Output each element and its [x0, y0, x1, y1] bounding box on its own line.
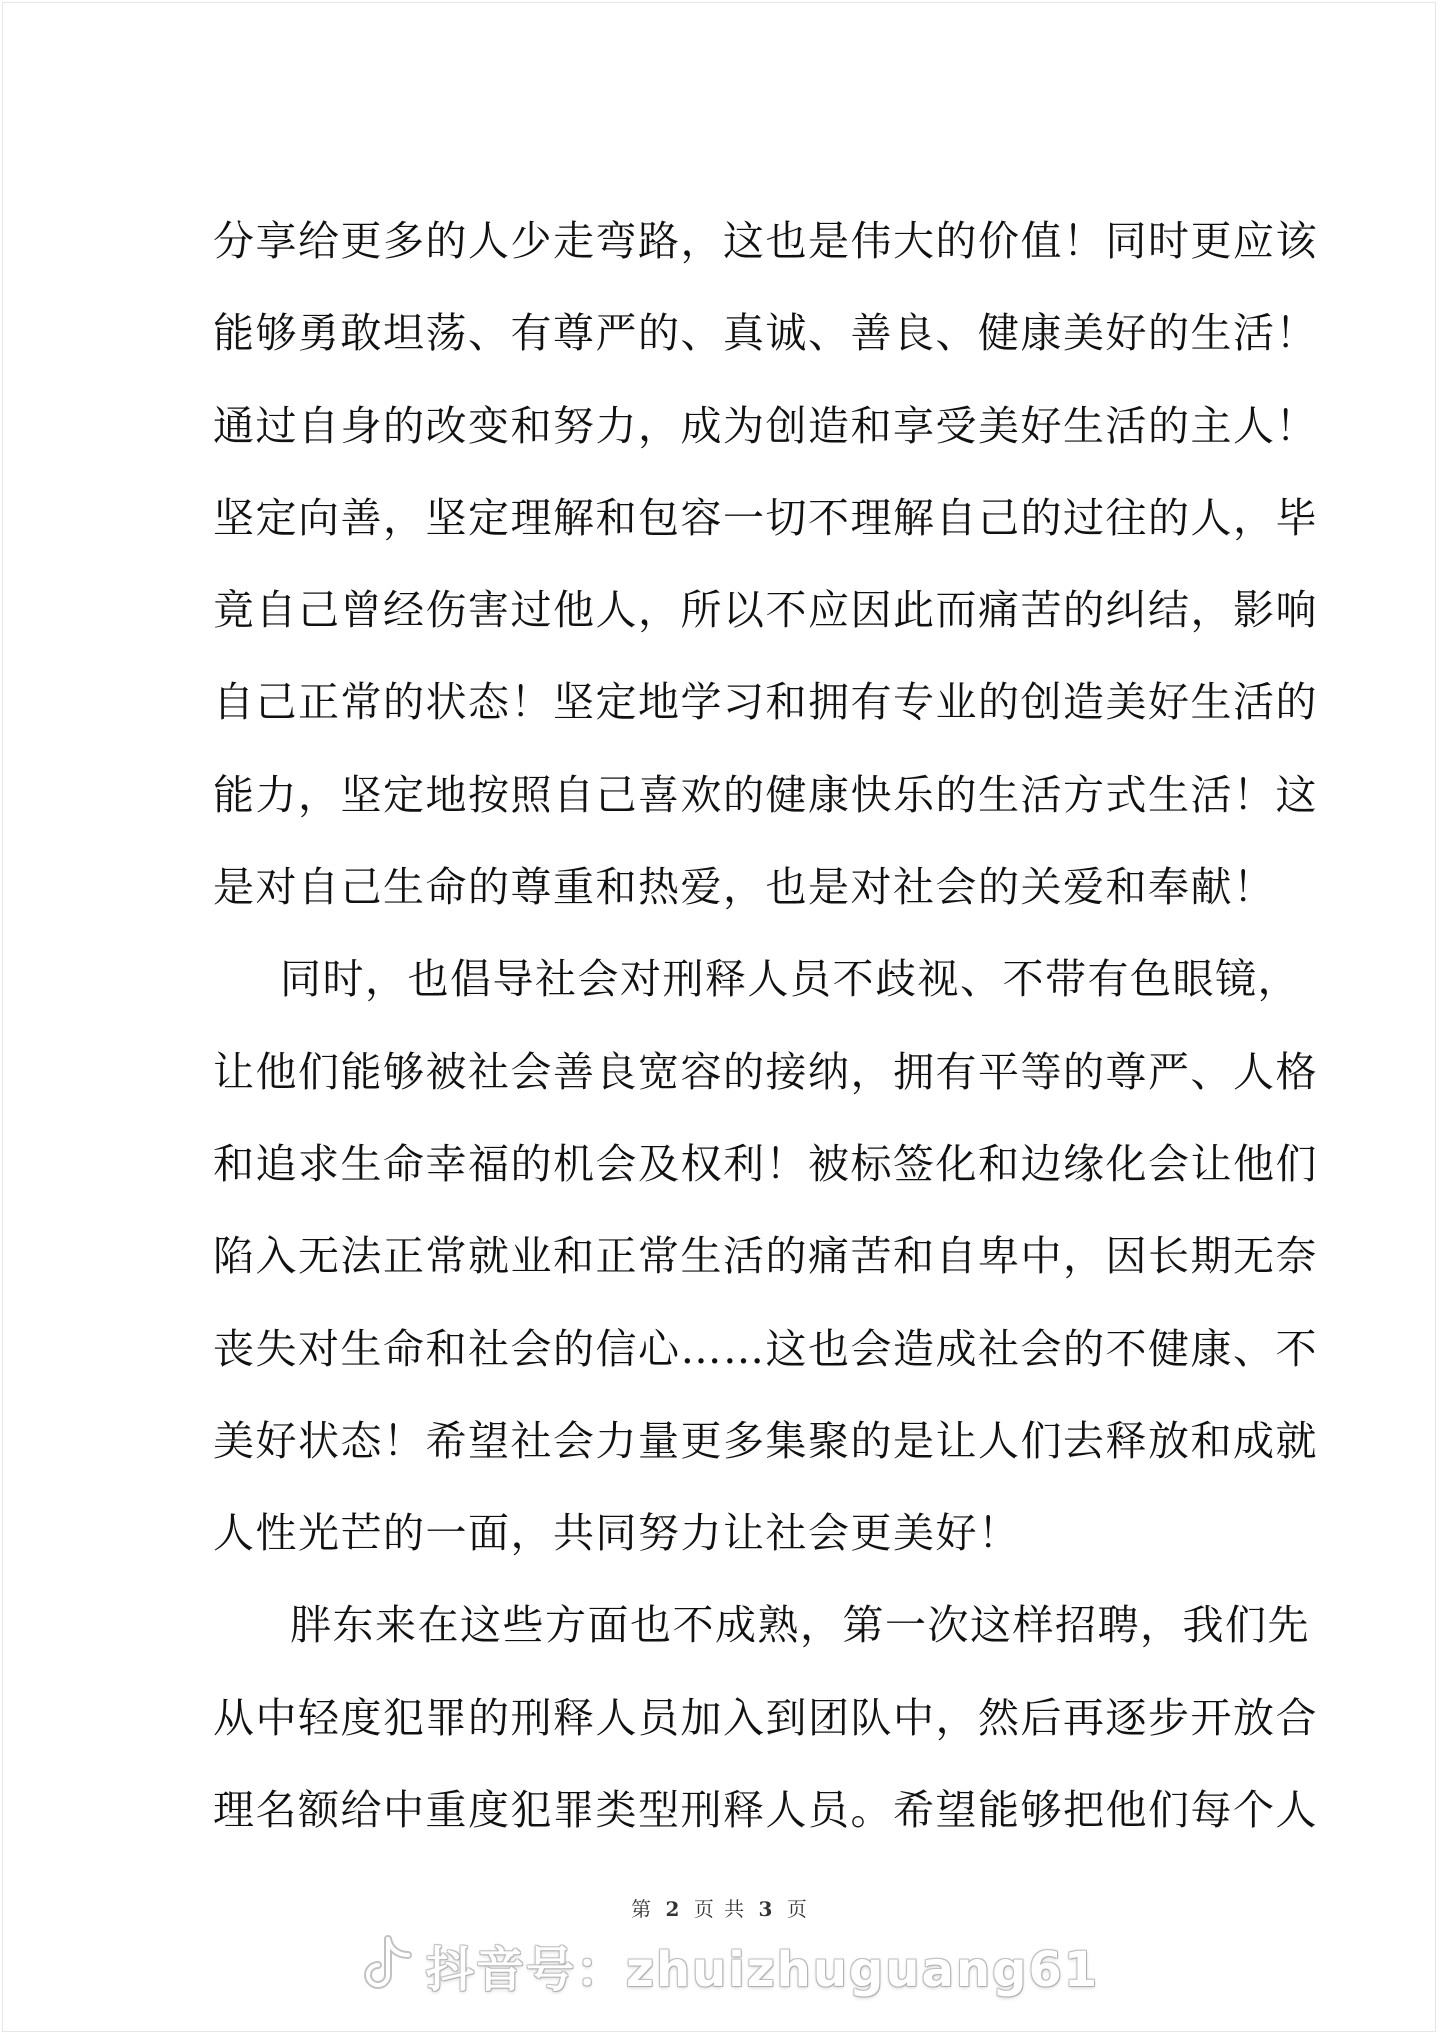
text-line: 分享给更多的人少走弯路，这也是伟大的价值！同时更应该 — [213, 217, 1318, 265]
total-page-count: 3 — [758, 1897, 775, 1921]
text-line: 自己正常的状态！坚定地学习和拥有专业的创造美好生活的 — [213, 678, 1318, 727]
paragraph-first-line: 胖东来在这些方面也不成熟，第一次这样招聘，我们先 — [290, 1601, 1310, 1650]
text-line: 竟自己曾经伤害过他人，所以不应因此而痛苦的纠结，影响 — [213, 586, 1318, 635]
text-line: 美好状态！希望社会力量更多集聚的是让人们去释放和成就 — [213, 1416, 1318, 1465]
douyin-logo-icon — [360, 1935, 412, 1995]
text-line: 通过自身的改变和努力，成为创造和享受美好生活的主人！ — [213, 401, 1318, 450]
text-line: 理名额给中重度犯罪类型刑释人员。希望能够把他们每个人 — [213, 1786, 1318, 1835]
current-page-number: 2 — [665, 1897, 682, 1921]
footer-middle: 页 共 — [693, 1897, 747, 1921]
text-line: 是对自己生命的尊重和热爱，也是对社会的关爱和奉献！ — [213, 863, 1276, 912]
watermark-text: 抖音号：zhuizhuguang61 — [426, 1941, 1100, 1998]
paragraph-first-line: 同时，也倡导社会对刑释人员不歧视、不带有色眼镜， — [280, 955, 1300, 1004]
page-number-footer — [0, 1893, 1440, 1922]
text-line: 让他们能够被社会善良宽容的接纳，拥有平等的尊严、人格 — [213, 1047, 1318, 1096]
text-line: 和追求生命幸福的机会及权利！被标签化和边缘化会让他们 — [213, 1139, 1318, 1188]
text-line: 丧失对生命和社会的信心……这也会造成社会的不健康、不 — [213, 1324, 1318, 1373]
text-line: 坚定向善，坚定理解和包容一切不理解自己的过往的人，毕 — [213, 493, 1318, 542]
footer-suffix: 页 — [786, 1897, 809, 1921]
text-line: 陷入无法正常就业和正常生活的痛苦和自卑中，因长期无奈 — [213, 1232, 1318, 1281]
text-line: 从中轻度犯罪的刑释人员加入到团队中，然后再逐步开放合 — [213, 1693, 1318, 1742]
douyin-watermark — [360, 1930, 1099, 2000]
footer-prefix: 第 — [631, 1897, 654, 1921]
text-line: 人性光芒的一面，共同努力让社会更美好！ — [213, 1509, 1021, 1558]
text-line: 能力，坚定地按照自己喜欢的健康快乐的生活方式生活！这 — [213, 770, 1318, 819]
document-body — [213, 195, 1318, 1856]
text-line: 能够勇敢坦荡、有尊严的、真诚、善良、健康美好的生活！ — [213, 309, 1318, 358]
